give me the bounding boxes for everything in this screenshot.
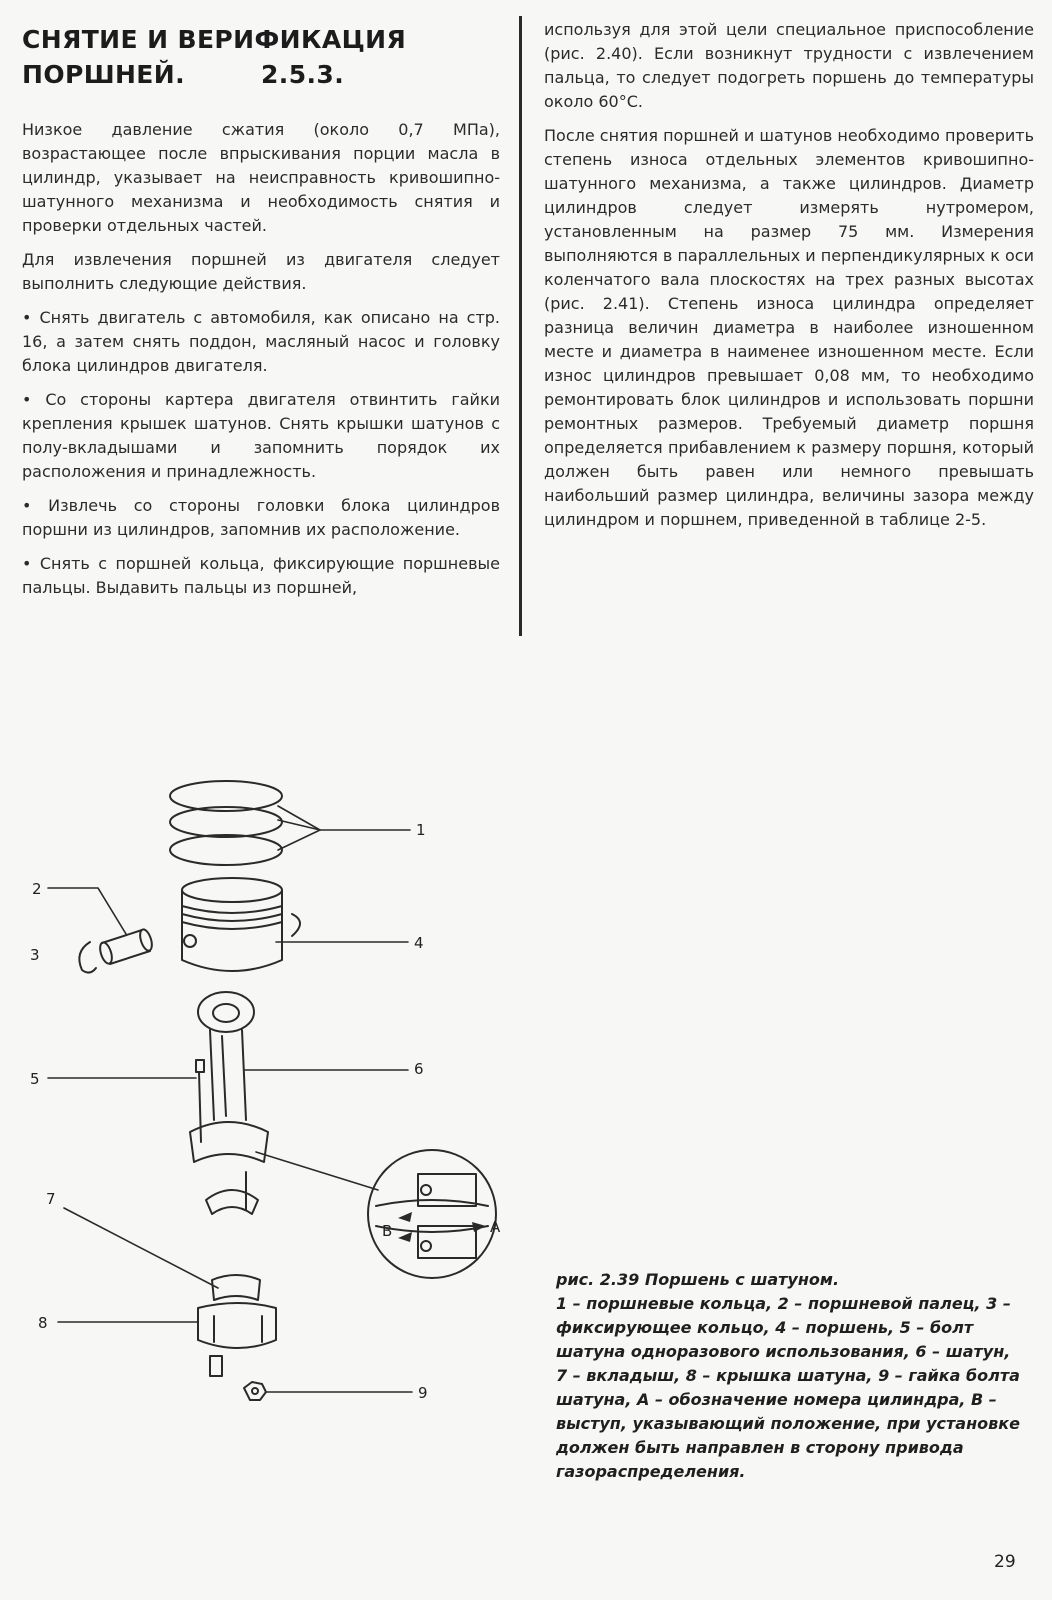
label-5: 5 [30,1070,40,1088]
section-title-line1: СНЯТИЕ И ВЕРИФИКАЦИЯ [22,25,407,54]
paragraph: Низкое давление сжатия (около 0,7 МПа), возрастающее после впрыскивания порции масла в цилиндр, указывает на неисправность кривошипно-шатунного механизма и необходимость снятия и проверки отдельных частей. [22,120,500,235]
bearing-shell-drawing [212,1275,260,1300]
bullet-item: • Извлечь со стороны головки блока цилиндров поршни из цилиндров, запомнив их расположение. [22,496,500,539]
paragraph: После снятия поршней и шатунов необходимо проверить степень износа отдельных элементов кривошипно-шатунного механизма, а также цилиндров. Диаметр цилиндров следует измерять нутромером, установленным на размер 75 мм. Измерения выполняются в параллельных и перпендикулярных к оси коленчатого вала плоскостях на трех разных высотах (рис. 2.41). Степень износа цилиндра определяет разница величин диаметра в наиболее изношенном месте и диаметра в наименее изношенном месте. Если износ цилиндров превышает 0,08 мм, то необходимо ремонтировать блок цилиндров и использовать поршни ремонтных размеров. Требуемый диаметр поршня определяется прибавлением к размеру поршня, который должен быть равен или немного превышать наибольший размер цилиндра, величины зазора между цилиндром и поршнем, приведенной в таблице 2-5. [544,126,1035,529]
detail-view-drawing [368,1150,496,1278]
rod-cap-drawing [198,1303,276,1376]
rod-bolt-drawing [196,1060,246,1210]
label-1: 1 [416,821,426,839]
piston-connecting-rod-figure [0,760,540,1460]
rod-nut-drawing [244,1382,266,1400]
bullet-item: • Со стороны картера двигателя отвинтить гайки крепления крышек шатунов. Снять крышки шатунов с полу-вкладышами и запомнить порядок их расположения и принадлежность. [22,390,500,481]
label-2: 2 [32,880,42,898]
piston-rings-drawing [170,781,282,865]
caption-text: 1 – поршневые кольца, 2 – поршневой палец, 3 – фиксирующее кольцо, 4 – поршень, 5 – болт шатуна одноразового использования, 6 – шатун, 7 – вкладыш, 8 – крышка шатуна, 9 – гайка болта шатуна, А – обозначение номера цилиндра, В – выступ, указывающий положение, при установке должен быть направлен в сторону привода газораспределения. [556,1294,1020,1481]
page-number: 29 [994,1552,1016,1572]
label-9: 9 [418,1384,428,1402]
retaining-ring-drawing [79,942,96,973]
label-6: 6 [414,1060,424,1078]
label-3: 3 [30,946,40,964]
bullet-item: • Снять с поршней кольца, фиксирующие поршневые пальцы. Выдавить пальцы из поршней, [22,554,500,597]
right-column [544,18,1034,542]
caption-title: рис. 2.39 Поршень с шатуном. [556,1270,840,1289]
exploded-view-drawing [0,760,540,1460]
label-b: B [382,1222,393,1240]
label-a: A [490,1218,501,1236]
section-title-line2: ПОРШНЕЙ. [22,60,186,89]
section-heading [22,22,492,92]
label-4: 4 [414,934,424,952]
piston-drawing [182,878,300,971]
bearing-upper-drawing [206,1190,258,1214]
paragraph: Для извлечения поршней из двигателя следует выполнить следующие действия. [22,250,500,293]
bullet-item: • Снять двигатель с автомобиля, как описано на стр. 16, а затем снять поддон, масляный насос и головку блока цилиндров двигателя. [22,308,500,375]
label-7: 7 [46,1190,56,1208]
label-8: 8 [38,1314,48,1332]
column-divider [519,16,522,636]
paragraph: используя для этой цели специальное приспособление (рис. 2.40). Если возникнут трудности с извлечением пальца, то следует подогреть поршень до температуры около 60°С. [544,20,1034,111]
left-column [22,118,500,610]
section-number: 2.5.3. [261,60,345,89]
figure-caption [556,1268,1026,1484]
